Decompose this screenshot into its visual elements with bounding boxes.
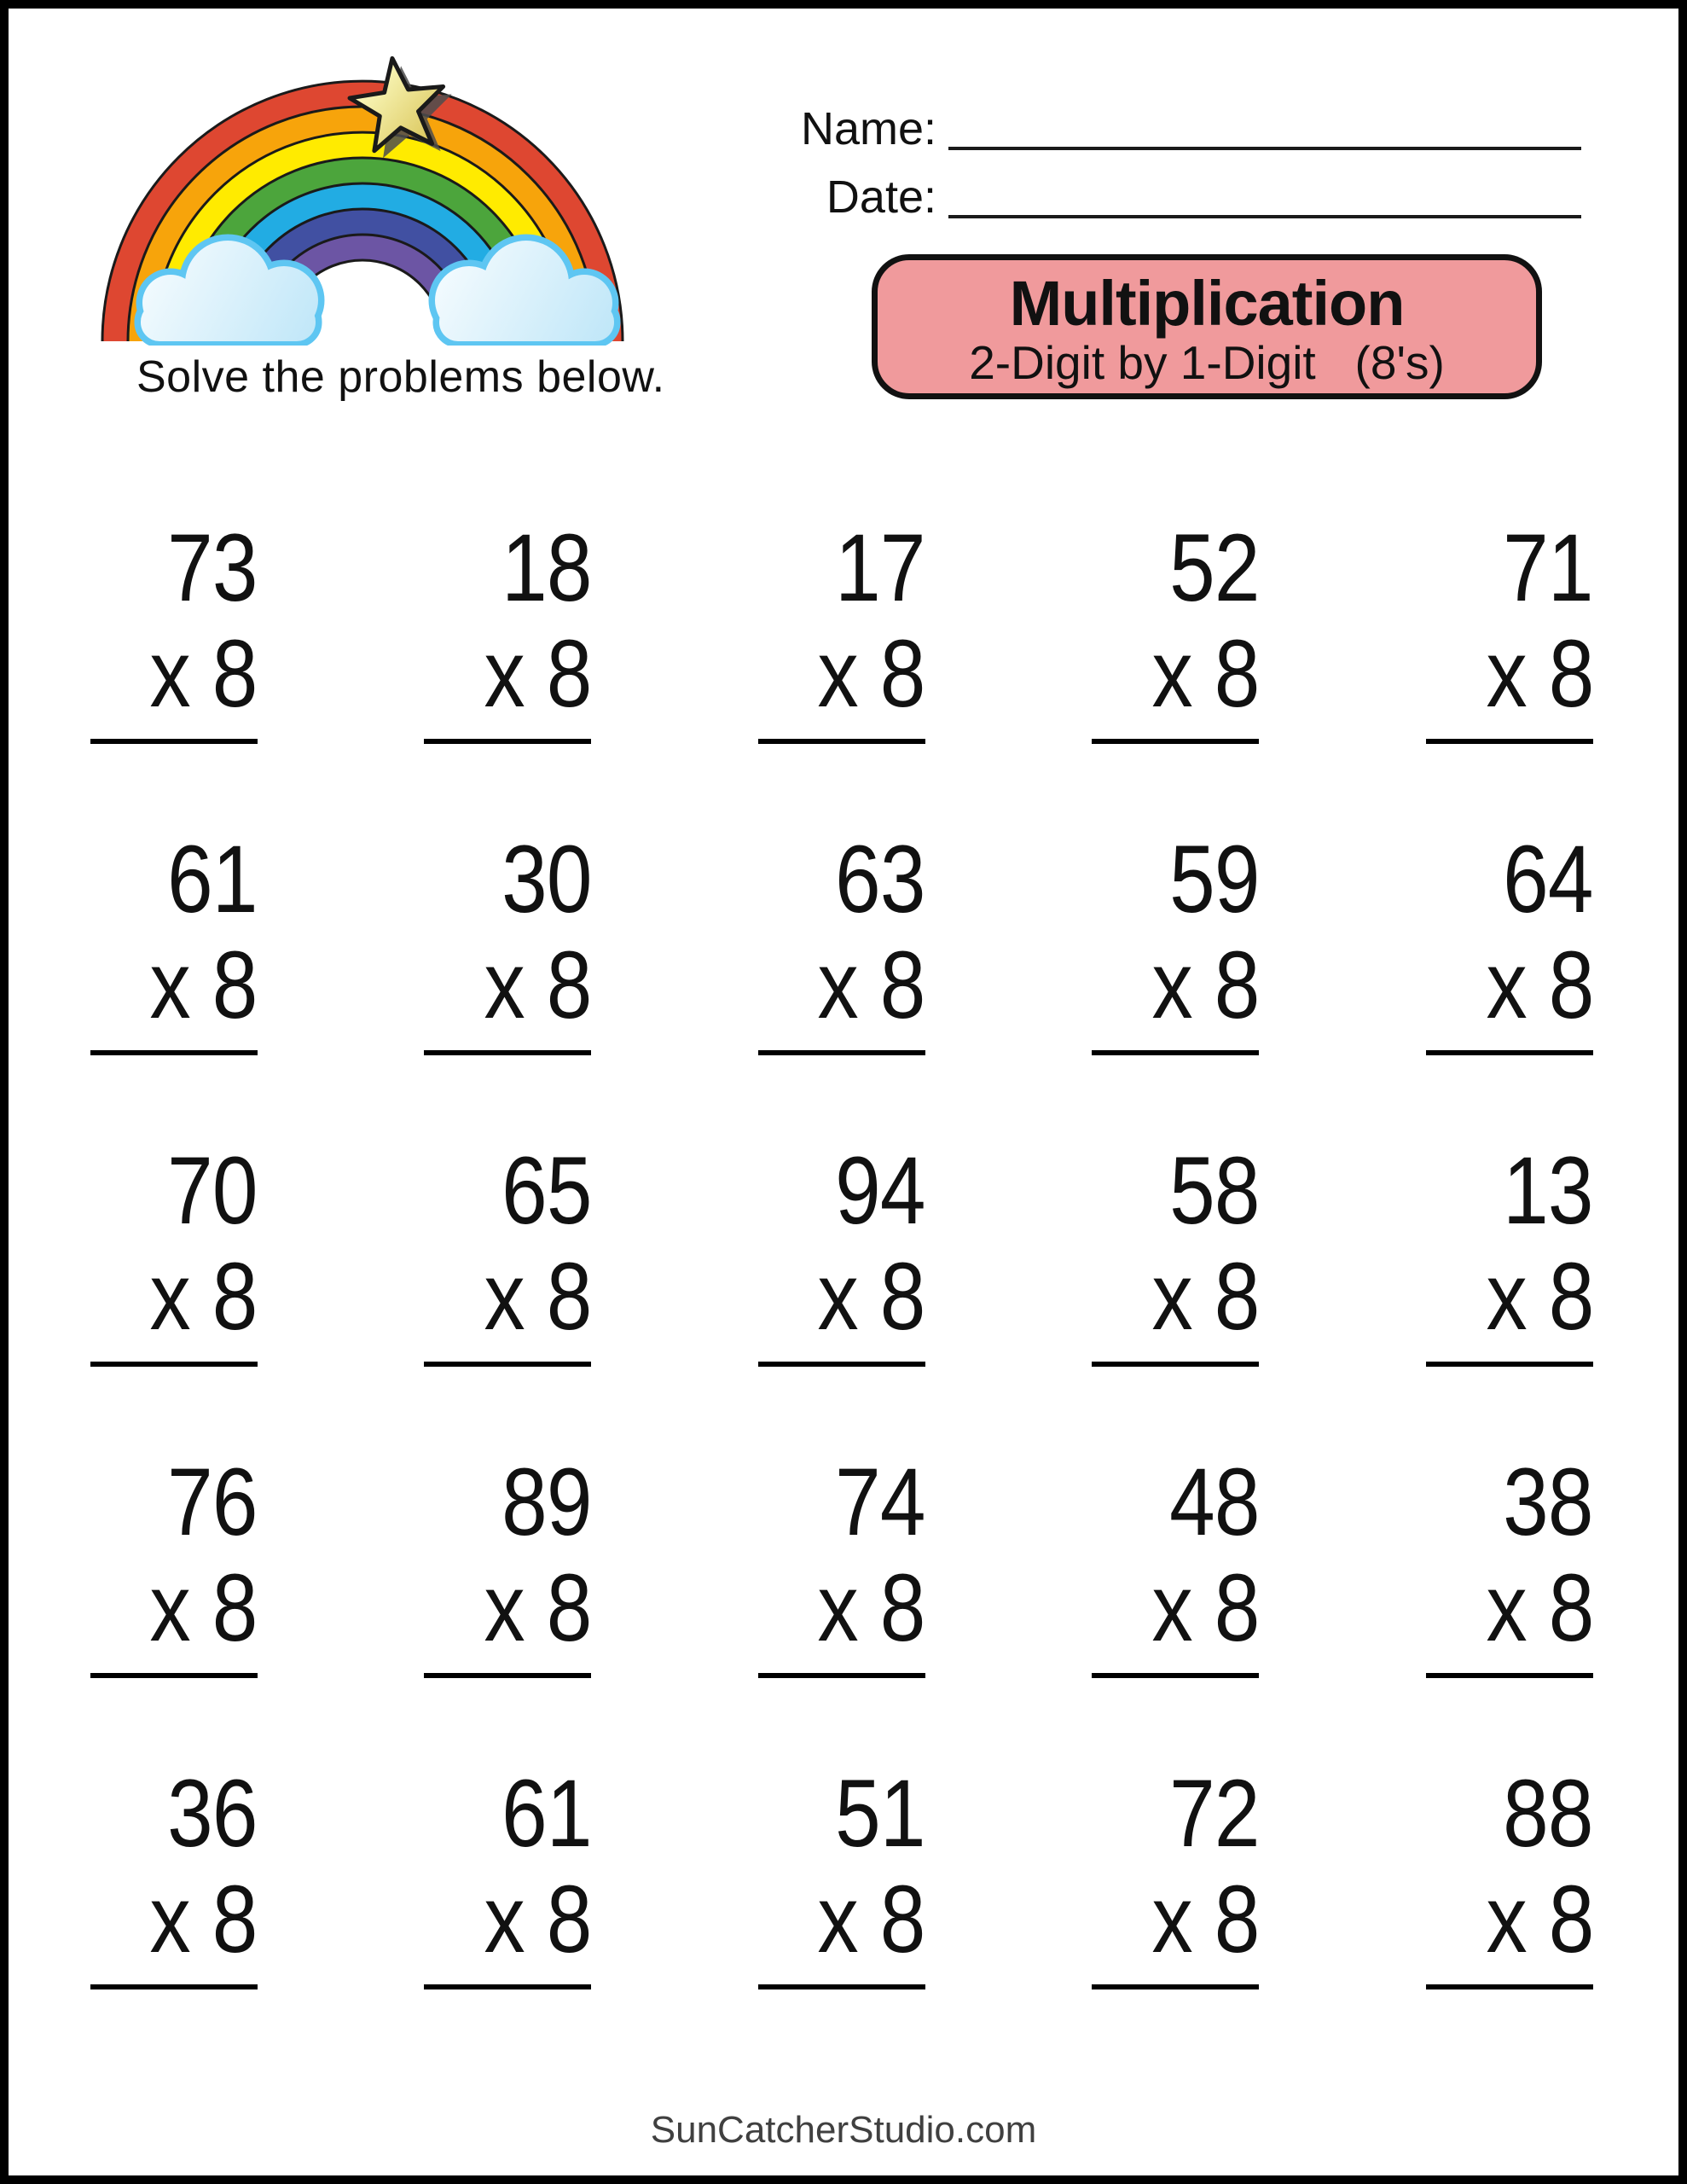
problem	[90, 826, 258, 1124]
problem	[758, 1449, 925, 1746]
answer-space[interactable]	[1092, 744, 1259, 812]
multiplicand: 65	[501, 1137, 592, 1244]
problem	[1426, 1760, 1593, 2058]
multiplier-row: x 8	[1486, 1866, 1593, 1972]
instruction-text: Solve the problems below.	[136, 352, 665, 402]
problem-cell	[343, 1760, 677, 2077]
answer-space[interactable]	[1426, 744, 1593, 812]
multiplier-row: x 8	[1151, 1243, 1260, 1350]
problem-cell	[676, 1137, 1011, 1455]
problem-cell	[1344, 826, 1678, 1143]
answer-space[interactable]	[1426, 1989, 1593, 2058]
problem-cell	[343, 826, 677, 1143]
multiplicand: 61	[167, 826, 258, 932]
problem-cell	[1344, 514, 1678, 832]
answer-space[interactable]	[1426, 1055, 1593, 1124]
answer-space[interactable]	[90, 1989, 258, 2058]
problem	[1426, 1137, 1593, 1435]
problem	[1092, 826, 1260, 1124]
answer-space[interactable]	[424, 1989, 591, 2058]
problem	[424, 1760, 592, 2058]
multiplicand: 30	[501, 826, 592, 932]
multiplier-row: x 8	[149, 932, 258, 1038]
multiplier-row: x 8	[817, 1554, 925, 1661]
problem	[758, 826, 925, 1124]
multiplicand: 70	[167, 1137, 258, 1244]
multiplier-row: x 8	[817, 1243, 925, 1350]
multiplier-row: x 8	[484, 932, 592, 1038]
multiplicand: 72	[1168, 1760, 1260, 1867]
problem	[1092, 514, 1260, 812]
problem	[90, 514, 258, 812]
multiplicand: 73	[167, 514, 258, 621]
problem	[1426, 1449, 1593, 1746]
multiplier-row: x 8	[1151, 932, 1260, 1038]
worksheet-subtitle: 2-Digit by 1-Digit (8's)	[969, 336, 1445, 389]
answer-space[interactable]	[90, 1678, 258, 1746]
answer-space[interactable]	[758, 1678, 925, 1746]
problem-cell	[1011, 826, 1345, 1143]
problem	[1092, 1760, 1260, 2058]
problem	[424, 1137, 592, 1435]
answer-space[interactable]	[758, 1989, 925, 2058]
problem-cell	[1011, 1449, 1345, 1766]
footer-credit: SunCatcherStudio.com	[650, 2109, 1037, 2151]
problem	[1092, 1449, 1260, 1746]
multiplicand: 18	[501, 514, 592, 621]
problem-cell	[343, 1137, 677, 1455]
answer-space[interactable]	[424, 744, 591, 812]
multiplier-row: x 8	[1486, 1243, 1593, 1350]
answer-space[interactable]	[1092, 1055, 1259, 1124]
multiplier-row: x 8	[1151, 620, 1260, 727]
problems-grid	[9, 514, 1678, 2077]
multiplicand: 59	[1168, 826, 1260, 932]
problem-cell	[343, 514, 677, 832]
problem-cell	[9, 514, 343, 832]
date-label: Date:	[826, 171, 936, 223]
multiplier-row: x 8	[1151, 1554, 1260, 1661]
date-line[interactable]	[948, 215, 1581, 218]
problem-cell	[1344, 1760, 1678, 2077]
multiplier-row: x 8	[1486, 932, 1593, 1038]
multiplier-row: x 8	[149, 1243, 258, 1350]
problem	[1092, 1137, 1260, 1435]
problem-cell	[1344, 1137, 1678, 1455]
problem	[1426, 826, 1593, 1124]
problem	[1426, 514, 1593, 812]
multiplier-row: x 8	[149, 1866, 258, 1972]
multiplicand: 36	[167, 1760, 258, 1867]
multiplier-row: x 8	[817, 932, 925, 1038]
problem-cell	[1011, 1760, 1345, 2077]
multiplier-row: x 8	[817, 620, 925, 727]
multiplier-row: x 8	[484, 620, 592, 727]
rainbow-graphic	[81, 51, 652, 346]
problem-cell	[1344, 1449, 1678, 1766]
problem-cell	[1011, 1137, 1345, 1455]
problem	[424, 514, 592, 812]
answer-space[interactable]	[1092, 1678, 1259, 1746]
multiplicand: 52	[1168, 514, 1260, 621]
multiplicand: 74	[835, 1449, 925, 1555]
answer-space[interactable]	[90, 1367, 258, 1435]
problem	[758, 1137, 925, 1435]
answer-space[interactable]	[758, 1055, 925, 1124]
problem-cell	[676, 1760, 1011, 2077]
problem	[90, 1137, 258, 1435]
multiplier-row: x 8	[817, 1866, 925, 1972]
answer-space[interactable]	[424, 1055, 591, 1124]
multiplicand: 64	[1503, 826, 1593, 932]
answer-space[interactable]	[758, 744, 925, 812]
name-line[interactable]	[948, 147, 1581, 150]
multiplicand: 88	[1503, 1760, 1593, 1867]
problem	[758, 1760, 925, 2058]
multiplicand: 17	[835, 514, 925, 621]
multiplicand: 51	[835, 1760, 925, 1867]
worksheet-title: Multiplication	[1009, 268, 1405, 339]
problem-cell	[9, 1760, 343, 2077]
multiplicand: 38	[1503, 1449, 1593, 1555]
rainbow-svg	[81, 51, 652, 346]
problem	[424, 826, 592, 1124]
multiplicand: 61	[501, 1760, 592, 1867]
multiplicand: 89	[501, 1449, 592, 1555]
title-box	[872, 254, 1542, 399]
problem-cell	[676, 1449, 1011, 1766]
multiplier-row: x 8	[484, 1554, 592, 1661]
answer-space[interactable]	[1092, 1989, 1259, 2058]
multiplier-row: x 8	[484, 1866, 592, 1972]
multiplier-row: x 8	[149, 1554, 258, 1661]
multiplicand: 94	[835, 1137, 925, 1244]
problem	[424, 1449, 592, 1746]
multiplier-row: x 8	[1486, 620, 1593, 727]
name-label: Name:	[800, 103, 936, 154]
multiplicand: 58	[1168, 1137, 1260, 1244]
answer-space[interactable]	[1426, 1678, 1593, 1746]
answer-space[interactable]	[90, 1055, 258, 1124]
answer-space[interactable]	[1426, 1367, 1593, 1435]
problem-cell	[9, 826, 343, 1143]
multiplier-row: x 8	[149, 620, 258, 727]
problem	[758, 514, 925, 812]
multiplier-row: x 8	[1486, 1554, 1593, 1661]
answer-space[interactable]	[424, 1678, 591, 1746]
multiplicand: 71	[1503, 514, 1593, 621]
multiplicand: 48	[1168, 1449, 1260, 1555]
problem-cell	[9, 1137, 343, 1455]
answer-space[interactable]	[1092, 1367, 1259, 1435]
answer-space[interactable]	[424, 1367, 591, 1435]
multiplier-row: x 8	[1151, 1866, 1260, 1972]
problem-cell	[343, 1449, 677, 1766]
answer-space[interactable]	[90, 744, 258, 812]
answer-space[interactable]	[758, 1367, 925, 1435]
problem	[90, 1760, 258, 2058]
multiplicand: 13	[1503, 1137, 1593, 1244]
problem	[90, 1449, 258, 1746]
multiplicand: 76	[167, 1449, 258, 1555]
problem-cell	[676, 514, 1011, 832]
problem-cell	[676, 826, 1011, 1143]
multiplicand: 63	[835, 826, 925, 932]
multiplier-row: x 8	[484, 1243, 592, 1350]
problem-cell	[1011, 514, 1345, 832]
problem-cell	[9, 1449, 343, 1766]
